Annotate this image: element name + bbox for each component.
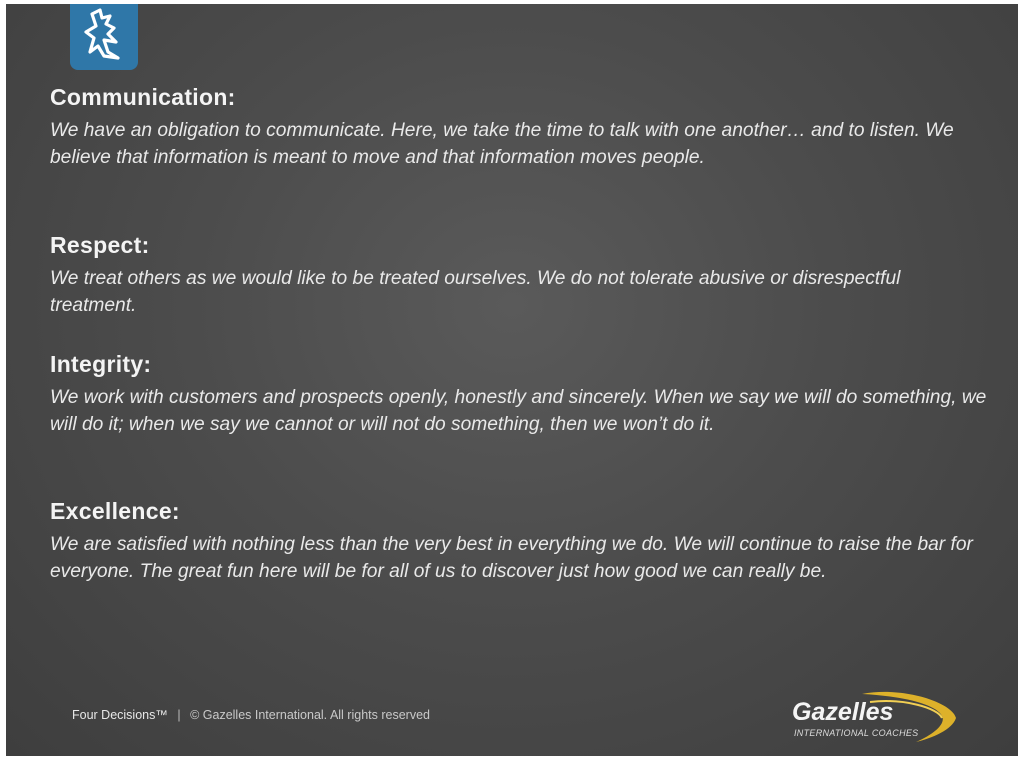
footer: [72, 708, 430, 722]
section-heading: Excellence:: [50, 498, 180, 524]
section-respect: [50, 232, 990, 319]
gazelle-head-icon: [78, 8, 130, 66]
section-excellence: [50, 498, 990, 585]
footer-separator: |: [177, 708, 181, 722]
section-body: We have an obligation to communicate. Here, we take the time to talk with one another… and to listen. We believe that information is meant to move and that information moves people.: [50, 120, 954, 168]
brand-tagline: INTERNATIONAL COACHES: [794, 728, 919, 738]
section-heading: Communication:: [50, 84, 236, 110]
section-body: We treat others as we would like to be treated ourselves. We do not tolerate abusive or disrespectful treatment.: [50, 268, 901, 316]
gazelle-logo: [70, 4, 138, 70]
brand-logo: [792, 684, 962, 744]
section-integrity: [50, 351, 990, 438]
section-communication: [50, 84, 990, 171]
section-heading: Integrity:: [50, 351, 152, 377]
footer-copyright: © Gazelles International. All rights reserved: [190, 708, 430, 722]
section-heading: Respect:: [50, 232, 150, 258]
section-body: We are satisfied with nothing less than the very best in everything we do. We will continue to raise the bar for everyone. The great fun here will be for all of us to discover just how good we can really be.: [50, 534, 973, 582]
values-slide: [6, 4, 1018, 756]
brand-name: Gazelles: [792, 698, 894, 726]
section-body: We work with customers and prospects openly, honestly and sincerely. When we say we will do something, we will do it; when we say we cannot or will not do something, then we won’t do it.: [50, 387, 987, 435]
footer-product: Four Decisions™: [72, 708, 168, 722]
